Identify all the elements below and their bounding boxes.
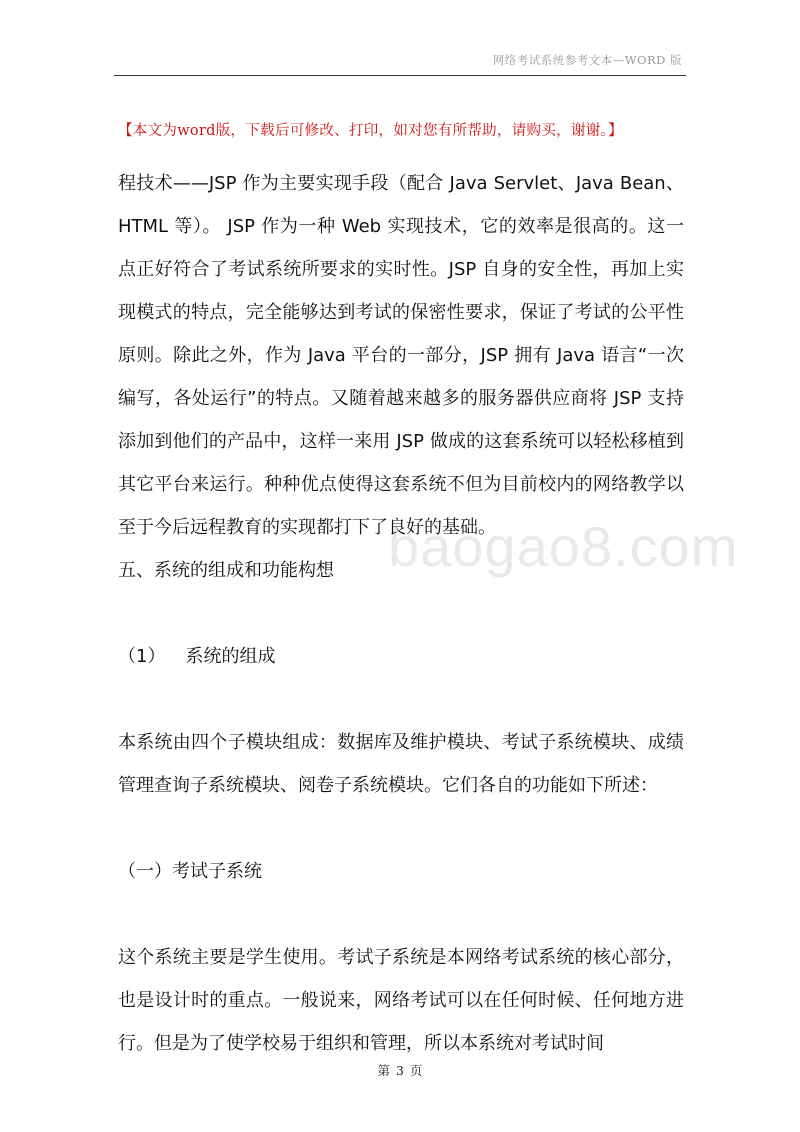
header-rule	[114, 75, 686, 76]
footer-suffix: 页	[409, 1063, 423, 1078]
download-notice: 【本文为word版，下载后可修改、打印，如对您有所帮助，请购买，谢谢。】	[118, 123, 623, 139]
subsection-number: （1）	[118, 646, 166, 667]
page-number: 3	[396, 1063, 404, 1078]
subsection-title: 系统的组成	[185, 646, 276, 667]
paragraph-exam: 这个系统主要是学生使用。考试子系统是本网络考试系统的核心部分，也是设计时的重点。一般说来，网络考试可以在任何时候、任何地方进行。但是为了使学校易于组织和管理，所以本系统对考试时间	[118, 947, 684, 1054]
sub-heading-exam: （一）考试子系统	[118, 861, 262, 882]
watermark: baogao8.com	[388, 515, 739, 578]
paragraph-modules: 本系统由四个子模块组成：数据库及维护模块、考试子系统模块、成绩管理查询子系统模块、阅卷子系统模块。它们各自的功能如下所述：	[118, 732, 684, 796]
footer-prefix: 第	[377, 1063, 391, 1078]
page-footer	[0, 1061, 800, 1079]
document-body	[118, 162, 684, 1065]
subsection-heading	[118, 635, 684, 678]
section-heading: 五、系统的组成和功能构想	[118, 560, 334, 581]
running-header: 网络考试系统参考文本—WORD 版	[492, 53, 682, 67]
paragraph-jsp: 程技术——JSP 作为主要实现手段（配合 Java Servlet、Java Bean、HTML 等）。 JSP 作为一种 Web 实现技术，它的效率是很高的。这一点正好符合了考试系统所要求的实时性。JSP 自身的安全性，再加上实现模式的特点，完全能够达到考试的保密性要求，保证了考试的公平性原则。除此之外，作为 Java 平台的一部分，JSP 拥有 Java 语言“一次编写，各处运行”的特点。又随着越来越多的服务器供应商将 JSP 支持添加到他们的产品中，这样一来用 JSP 做成的这套系统可以轻松移植到其它平台来运行。种种优点使得这套系统不但为目前校内的网络教学以至于今后远程教育的实现都打下了良好的基础。	[118, 173, 684, 538]
